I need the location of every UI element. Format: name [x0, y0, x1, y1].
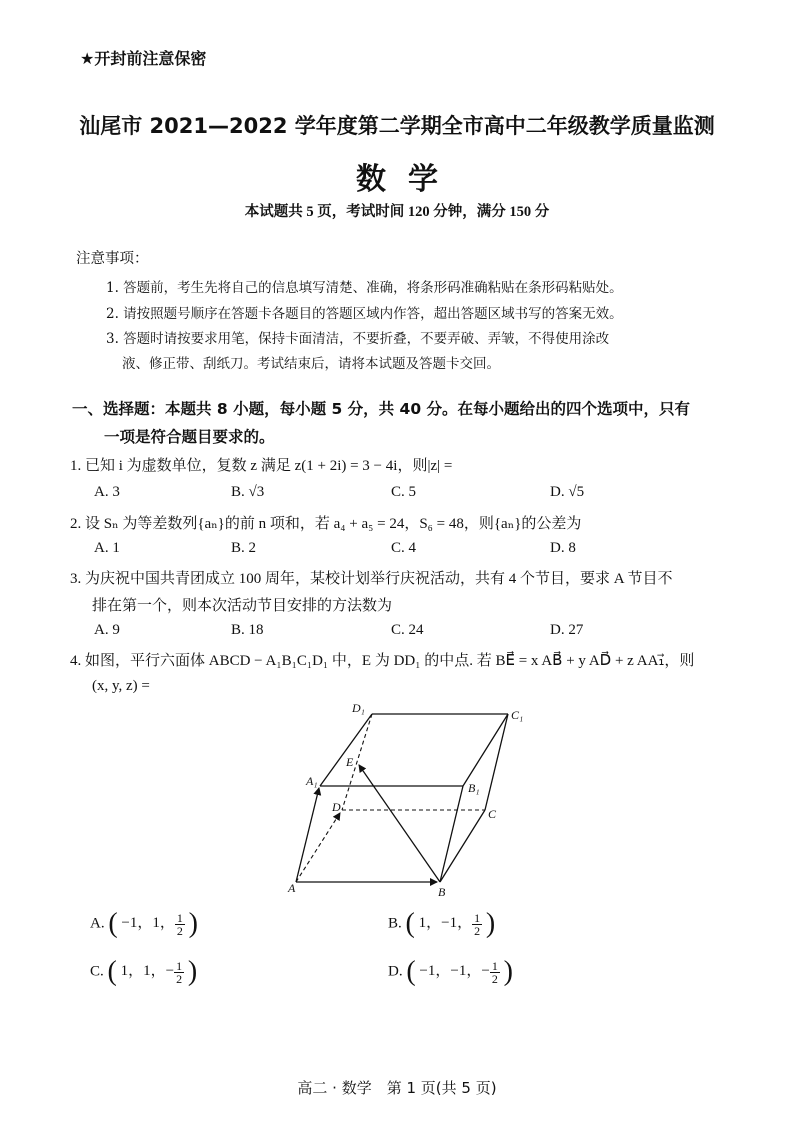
- question-4-option-d: D. ( −1，−1，− $\frac{1}{2}$ ): [388, 956, 513, 987]
- question-1-stem: 1. 已知 i 为虚数单位，复数 z 满足 z(1 + 2i) = 3 − 4i，则|z| =: [70, 458, 453, 474]
- option-label: D.: [388, 963, 403, 980]
- parallelepiped-figure: [280, 700, 540, 900]
- question-1-option-a: A. 3: [94, 484, 120, 500]
- question-2-stem: 2. 设 Sₙ 为等差数列{aₙ}的前 n 项和，若 a₄ + a₅ = 24，S₆ = 48，则{aₙ}的公差为: [70, 516, 582, 532]
- vector-ad: [296, 813, 340, 882]
- label-c1: C₁: [511, 708, 524, 722]
- question-1-option-b: B. √3: [231, 484, 265, 500]
- edge-d1a1: [320, 714, 372, 786]
- question-3-stem: 3. 为庆祝中国共青团成立 100 周年，某校计划举行庆祝活动，共有 4 个节目，要求 A 节目不: [70, 571, 673, 587]
- question-2-option-b: B. 2: [231, 540, 257, 556]
- exam-info: 本试题共 5 页，考试时间 120 分钟，满分 150 分: [244, 204, 550, 220]
- section-heading: 一、选择题：本题共 8 小题，每小题 5 分，共 40 分。在每小题给出的四个选项中，只有: [72, 400, 691, 418]
- label-b1: B₁: [468, 781, 480, 795]
- question-4-option-c: C. ( 1，1，− $\frac{1}{2}$ ): [90, 956, 198, 987]
- question-3-stem-continued: 排在第一个，则本次活动节目安排的方法数为: [92, 598, 393, 614]
- question-3-option-b: B. 18: [231, 622, 264, 638]
- question-3-option-a: A. 9: [94, 622, 120, 638]
- label-d1: D₁: [352, 701, 365, 715]
- question-1-option-c: C. 5: [391, 484, 417, 500]
- question-4-option-b: B. ( 1，−1， $\frac{1}{2}$ ): [388, 908, 496, 939]
- label-e: E: [346, 755, 354, 769]
- subject-title: 数学: [356, 162, 460, 197]
- question-4-stem: 4. 如图，平行六面体 ABCD − A₁B₁C₁D₁ 中，E 为 DD₁ 的中点. 若 BE⃗ = x AB⃗ + y AD⃗ + z AA₁⃗，则: [70, 653, 695, 669]
- page-footer: 高二 · 数学 第 1 页(共 5 页): [297, 1079, 497, 1097]
- option-label: A.: [90, 915, 105, 932]
- question-2-option-a: A. 1: [94, 540, 120, 556]
- vector-be: [359, 765, 440, 882]
- section-heading-continued: 一项是符合题目要求的。: [104, 428, 275, 446]
- option-label: C.: [90, 963, 104, 980]
- edge-bc: [440, 810, 485, 882]
- note-item: 1. 答题前，考生先将自己的信息填写清楚、准确，将条形码准确粘贴在条形码粘贴处。: [106, 280, 623, 296]
- notes-title: 注意事项：: [76, 251, 149, 267]
- edge-c1b1: [463, 714, 508, 786]
- exam-title: 汕尾市 2021—2022 学年度第二学期全市高中二年级教学质量监测: [79, 114, 715, 138]
- confidential-notice: ★开封前注意保密: [80, 49, 207, 68]
- question-3-option-c: C. 24: [391, 622, 424, 638]
- question-4-stem-continued: (x, y, z) =: [92, 678, 150, 694]
- question-1-option-d: D. √5: [550, 484, 585, 500]
- label-c: C: [488, 807, 497, 821]
- question-2-option-c: C. 4: [391, 540, 417, 556]
- question-4-option-a: A. ( −1，1， $\frac{1}{2}$ ): [90, 908, 198, 939]
- edge-c1c: [485, 714, 508, 810]
- label-b: B: [438, 885, 446, 899]
- label-d: D: [332, 800, 341, 814]
- note-item: 2. 请按照题号顺序在答题卡各题目的答题区域内作答，超出答题区域书写的答案无效。: [106, 306, 623, 322]
- question-3-option-d: D. 27: [550, 622, 584, 638]
- question-2-option-d: D. 8: [550, 540, 576, 556]
- vector-aa1: [296, 788, 319, 882]
- label-a1: A₁: [306, 774, 318, 788]
- option-label: B.: [388, 915, 402, 932]
- note-item: 3. 答题时请按要求用笔，保持卡面清洁，不要折叠，不要弄破、弄皱，不得使用涂改: [106, 331, 610, 347]
- edge-b1b: [440, 786, 463, 882]
- label-a: A: [288, 881, 296, 895]
- note-item-continued: 液、修正带、刮纸刀。考试结束后，请将本试题及答题卡交回。: [122, 356, 500, 372]
